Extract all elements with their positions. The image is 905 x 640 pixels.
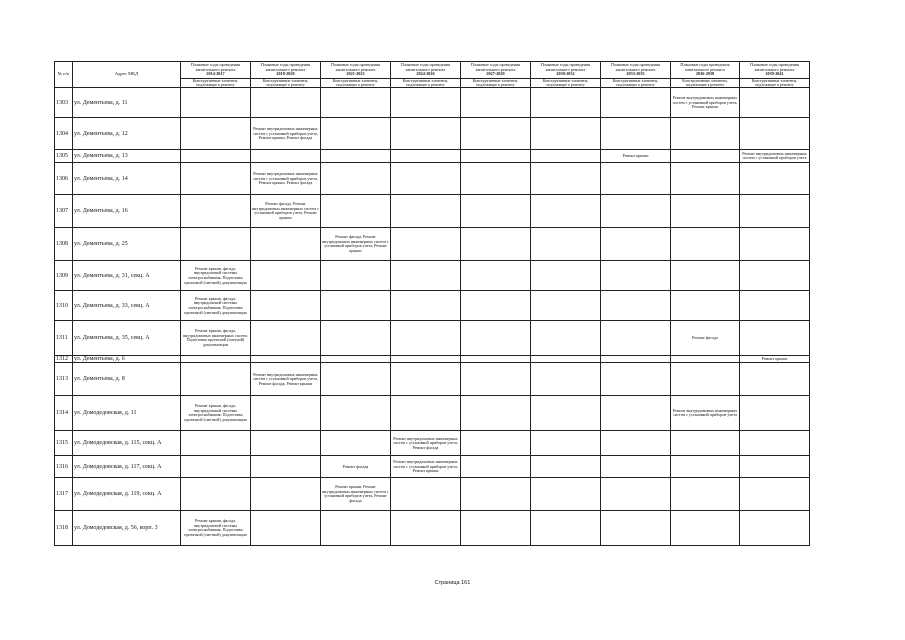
repair-work-cell bbox=[601, 261, 671, 291]
row-address: ул. Дементьева, д. 25 bbox=[73, 228, 181, 261]
period-title: Плановые годы проведения капитального ремонта bbox=[260, 62, 311, 72]
repair-work-cell bbox=[461, 431, 531, 456]
period-title: Плановые годы проведения капитального ремонта bbox=[749, 62, 800, 72]
repair-work-cell bbox=[461, 150, 531, 163]
repair-work-cell bbox=[740, 396, 810, 431]
repair-work-cell: Ремонт внутридомовых инженерных систем с установкой приборов учета, Ремонт крыши, Ремонт фасада bbox=[251, 118, 321, 150]
period-title: Плановые годы проведения капитального ремонта bbox=[330, 62, 381, 72]
period-years: 2018-2020 bbox=[276, 71, 295, 77]
repair-work-cell bbox=[461, 396, 531, 431]
repair-work-cell bbox=[531, 431, 601, 456]
repair-work-cell bbox=[391, 321, 461, 356]
period-years: 2027-2029 bbox=[486, 71, 505, 77]
column-subheader: Конструктивные элементы, подлежащие к ремонту bbox=[461, 79, 531, 88]
repair-work-cell bbox=[601, 356, 671, 363]
row-address: ул. Дементьева, д. 35, секц. А bbox=[73, 321, 181, 356]
repair-work-cell bbox=[251, 431, 321, 456]
repair-work-cell bbox=[461, 363, 531, 396]
repair-work-cell bbox=[601, 478, 671, 511]
repair-work-cell bbox=[671, 118, 740, 150]
repair-work-cell: Ремонт внутридомовых инженерных систем с установкой приборов учета, Ремонт фасада bbox=[391, 431, 461, 456]
repair-work-cell bbox=[601, 456, 671, 478]
repair-work-cell bbox=[531, 478, 601, 511]
row-address: ул. Дементьева, д. 14 bbox=[73, 163, 181, 195]
repair-work-cell bbox=[671, 195, 740, 228]
repair-work-cell bbox=[181, 363, 251, 396]
row-number: 1309 bbox=[55, 261, 73, 291]
repair-work-cell bbox=[601, 321, 671, 356]
repair-work-cell bbox=[601, 291, 671, 321]
repair-work-cell bbox=[740, 261, 810, 291]
repair-work-cell bbox=[740, 431, 810, 456]
table-row bbox=[55, 118, 810, 150]
row-number: 1315 bbox=[55, 431, 73, 456]
repair-work-cell bbox=[671, 163, 740, 195]
repair-work-cell bbox=[740, 363, 810, 396]
repair-work-cell bbox=[671, 356, 740, 363]
repair-work-cell bbox=[391, 478, 461, 511]
column-subheader: Конструктивные элементы, подлежащие к ремонту bbox=[531, 79, 601, 88]
repair-work-cell bbox=[531, 363, 601, 396]
table-row bbox=[55, 431, 810, 456]
repair-work-cell: Ремонт крыши, фасада, внутридомовой системы электроснабжения. Подготовка проектной (сметной) документации bbox=[181, 291, 251, 321]
repair-work-cell bbox=[531, 195, 601, 228]
repair-work-cell bbox=[251, 150, 321, 163]
repair-work-cell bbox=[531, 88, 601, 118]
column-subheader: Конструктивные элементы, подлежащие к ремонту bbox=[740, 79, 810, 88]
repair-work-cell bbox=[181, 456, 251, 478]
repair-work-cell: Ремонт внутридомовых инженерных систем с установкой приборов учета, Ремонт фасада, Ремонт крыши bbox=[251, 363, 321, 396]
repair-work-cell: Ремонт внутридомовых инженерных систем с установкой приборов учета, Ремонт крыши bbox=[671, 88, 740, 118]
repair-work-cell bbox=[740, 88, 810, 118]
repair-work-cell: Ремонт фасада bbox=[671, 321, 740, 356]
repair-work-cell bbox=[391, 163, 461, 195]
repair-work-cell bbox=[251, 88, 321, 118]
repair-work-cell bbox=[531, 456, 601, 478]
repair-work-cell bbox=[321, 511, 391, 546]
repair-work-cell bbox=[391, 511, 461, 546]
repair-work-cell: Ремонт крыши, фасада, внутридомовых инженерных систем. Подготовка проектной (сметной) документации bbox=[181, 321, 251, 356]
repair-work-cell bbox=[671, 456, 740, 478]
repair-work-cell bbox=[461, 261, 531, 291]
repair-work-cell bbox=[181, 431, 251, 456]
repair-work-cell bbox=[740, 478, 810, 511]
repair-work-cell bbox=[531, 163, 601, 195]
repair-work-cell bbox=[391, 261, 461, 291]
column-subheader: Конструктивные элементы, подлежащие к ремонту bbox=[601, 79, 671, 88]
repair-work-cell bbox=[461, 456, 531, 478]
repair-work-cell bbox=[671, 511, 740, 546]
document-sheet bbox=[54, 61, 809, 546]
repair-work-cell bbox=[391, 150, 461, 163]
repair-work-cell bbox=[251, 356, 321, 363]
repair-work-cell: Ремонт крыши bbox=[740, 356, 810, 363]
repair-work-cell bbox=[671, 291, 740, 321]
period-years: 2014-2017 bbox=[206, 71, 225, 77]
repair-work-cell bbox=[601, 88, 671, 118]
repair-work-cell bbox=[321, 88, 391, 118]
repair-work-cell bbox=[740, 163, 810, 195]
repair-work-cell bbox=[251, 291, 321, 321]
row-address: ул. Дементьева, д. 33, секц. А bbox=[73, 291, 181, 321]
repair-work-cell bbox=[671, 431, 740, 456]
repair-work-cell bbox=[321, 261, 391, 291]
period-title: Плановые годы проведения капитального ремонта bbox=[400, 62, 451, 72]
repair-work-cell bbox=[321, 431, 391, 456]
repair-work-cell bbox=[531, 261, 601, 291]
repair-work-cell bbox=[461, 478, 531, 511]
repair-work-cell bbox=[531, 118, 601, 150]
repair-work-cell bbox=[461, 291, 531, 321]
repair-work-cell: Ремонт крыши bbox=[601, 150, 671, 163]
repair-work-cell bbox=[671, 150, 740, 163]
row-address: ул. Дементьева, д. 11 bbox=[73, 88, 181, 118]
repair-work-cell: Ремонт крыши, фасада, внутридомовой системы электроснабжения. Подготовка проектной (сметной) документации bbox=[181, 261, 251, 291]
repair-work-cell bbox=[740, 456, 810, 478]
row-address: ул. Домодедовская, д. 119, секц. А bbox=[73, 478, 181, 511]
repair-work-cell bbox=[531, 396, 601, 431]
repair-work-cell bbox=[601, 163, 671, 195]
repair-work-cell bbox=[740, 118, 810, 150]
column-header-period bbox=[181, 62, 251, 79]
repair-work-cell bbox=[321, 321, 391, 356]
repair-work-cell bbox=[391, 88, 461, 118]
period-years: 2030-2032 bbox=[556, 71, 575, 77]
table-body bbox=[55, 88, 810, 546]
repair-work-cell bbox=[321, 396, 391, 431]
repair-work-cell: Ремонт внутридомовых инженерных систем с установкой приборов учета, Ремонт крыши, Ремонт фасада bbox=[251, 163, 321, 195]
table-row bbox=[55, 163, 810, 195]
column-header-period bbox=[391, 62, 461, 79]
table-row bbox=[55, 363, 810, 396]
table-row bbox=[55, 261, 810, 291]
table-row bbox=[55, 88, 810, 118]
repair-work-cell bbox=[531, 511, 601, 546]
repair-work-cell bbox=[671, 478, 740, 511]
repair-work-cell bbox=[740, 291, 810, 321]
repair-work-cell: Ремонт крыши, фасада, внутридомовой системы электроснабжения. Подготовка проектной (сметной) документации bbox=[181, 511, 251, 546]
period-title: Плановые годы проведения капитального ремонта bbox=[610, 62, 661, 72]
repair-work-cell bbox=[251, 321, 321, 356]
row-address: ул. Дементьева, д. 12 bbox=[73, 118, 181, 150]
column-subheader: Конструктивные элементы, подлежащие к ремонту bbox=[251, 79, 321, 88]
table-row bbox=[55, 195, 810, 228]
repair-work-cell bbox=[321, 291, 391, 321]
repair-work-cell bbox=[461, 228, 531, 261]
row-number: 1306 bbox=[55, 163, 73, 195]
repair-work-cell bbox=[531, 321, 601, 356]
period-title: Плановые годы проведения капитального ремонта bbox=[470, 62, 521, 72]
repair-work-cell bbox=[251, 228, 321, 261]
repair-work-cell bbox=[461, 118, 531, 150]
column-subheader: Конструктивные элементы, подлежащие к ремонту bbox=[321, 79, 391, 88]
repair-work-cell bbox=[601, 511, 671, 546]
repair-work-cell: Ремонт крыши, фасада, внутридомовой системы электроснабжения. Подготовка проектной (сметной) документации bbox=[181, 396, 251, 431]
repair-work-cell bbox=[181, 228, 251, 261]
column-header-address: Адрес МКД bbox=[73, 62, 181, 88]
repair-work-cell bbox=[740, 195, 810, 228]
repair-work-cell bbox=[601, 431, 671, 456]
row-address: ул. Дементьева, д. 8 bbox=[73, 363, 181, 396]
period-years: 2036-2038 bbox=[695, 71, 715, 77]
row-address: ул. Дементьева, д. 16 bbox=[73, 195, 181, 228]
repair-work-cell bbox=[181, 356, 251, 363]
repair-work-cell: Ремонт фасада bbox=[321, 456, 391, 478]
repair-work-cell: Ремонт крыши, Ремонт внутридомовых инженерных систем с установкой приборов учета, Ремонт фасада bbox=[321, 478, 391, 511]
table-header bbox=[55, 62, 810, 88]
row-address: ул. Домодедовская, д. 56, корп. 3 bbox=[73, 511, 181, 546]
repair-work-cell bbox=[391, 195, 461, 228]
repair-work-cell bbox=[391, 356, 461, 363]
repair-work-cell bbox=[391, 396, 461, 431]
row-number: 1314 bbox=[55, 396, 73, 431]
repair-schedule-table bbox=[54, 61, 810, 546]
period-years: 2024-2026 bbox=[416, 71, 435, 77]
repair-work-cell: Ремонт внутридомовых инженерных систем с установкой приборов учета, Ремонт крыши bbox=[391, 456, 461, 478]
repair-work-cell bbox=[181, 195, 251, 228]
row-address: ул. Домодедовская, д. 117, секц. А bbox=[73, 456, 181, 478]
repair-work-cell bbox=[671, 228, 740, 261]
column-subheader: Конструктивные элементы, подлежащие к ремонту bbox=[181, 79, 251, 88]
period-years: 2039-2041 bbox=[765, 71, 784, 77]
repair-work-cell bbox=[321, 163, 391, 195]
repair-work-cell bbox=[251, 511, 321, 546]
repair-work-cell bbox=[461, 195, 531, 228]
repair-work-cell bbox=[531, 228, 601, 261]
table-row bbox=[55, 456, 810, 478]
column-header-number: № п/п bbox=[55, 62, 73, 88]
table-row bbox=[55, 291, 810, 321]
period-title: Плановые годы проведения капитального ремонта bbox=[190, 62, 241, 72]
repair-work-cell bbox=[391, 363, 461, 396]
table-row bbox=[55, 356, 810, 363]
repair-work-cell bbox=[601, 363, 671, 396]
repair-work-cell bbox=[321, 150, 391, 163]
table-row bbox=[55, 150, 810, 163]
repair-work-cell bbox=[251, 478, 321, 511]
repair-work-cell bbox=[601, 396, 671, 431]
row-number: 1312 bbox=[55, 356, 73, 363]
table-row bbox=[55, 478, 810, 511]
repair-work-cell: Ремонт внутридомовых инженерных систем с установкой приборов учета bbox=[671, 396, 740, 431]
row-address: ул. Домодедовская, д. 115, секц. А bbox=[73, 431, 181, 456]
column-header-period bbox=[531, 62, 601, 79]
repair-work-cell bbox=[531, 356, 601, 363]
row-number: 1318 bbox=[55, 511, 73, 546]
row-address: ул. Дементьева, д. 31, секц. А bbox=[73, 261, 181, 291]
repair-work-cell bbox=[601, 195, 671, 228]
repair-work-cell bbox=[321, 356, 391, 363]
row-number: 1305 bbox=[55, 150, 73, 163]
repair-work-cell bbox=[251, 396, 321, 431]
period-years: 2021-2023 bbox=[346, 71, 365, 77]
repair-work-cell bbox=[181, 150, 251, 163]
column-header-period bbox=[321, 62, 391, 79]
repair-work-cell bbox=[391, 228, 461, 261]
column-header-period bbox=[601, 62, 671, 79]
row-number: 1310 bbox=[55, 291, 73, 321]
row-address: ул. Дементьева, д. 6 bbox=[73, 356, 181, 363]
repair-work-cell bbox=[740, 228, 810, 261]
repair-work-cell bbox=[251, 261, 321, 291]
repair-work-cell bbox=[461, 511, 531, 546]
repair-work-cell bbox=[461, 88, 531, 118]
row-number: 1311 bbox=[55, 321, 73, 356]
repair-work-cell bbox=[671, 363, 740, 396]
repair-work-cell bbox=[321, 363, 391, 396]
column-subheader: Конструктивные элементы, подлежащие к ремонту bbox=[391, 79, 461, 88]
repair-work-cell bbox=[740, 511, 810, 546]
repair-work-cell bbox=[461, 356, 531, 363]
repair-work-cell bbox=[321, 195, 391, 228]
repair-work-cell: Ремонт фасада, Ремонт внутридомовых инженерных систем с установкой приборов учета, Ремонт крыши bbox=[251, 195, 321, 228]
row-number: 1303 bbox=[55, 88, 73, 118]
table-row bbox=[55, 396, 810, 431]
repair-work-cell bbox=[601, 118, 671, 150]
column-header-period bbox=[671, 62, 740, 79]
period-title: Плановые годы проведения капитального ремонта bbox=[680, 62, 730, 72]
row-address: ул. Домодедовская, д. 11 bbox=[73, 396, 181, 431]
repair-work-cell bbox=[181, 118, 251, 150]
repair-work-cell bbox=[461, 321, 531, 356]
column-header-period bbox=[251, 62, 321, 79]
repair-work-cell bbox=[740, 321, 810, 356]
repair-work-cell bbox=[181, 88, 251, 118]
page-number: Страница 161 bbox=[434, 580, 471, 586]
row-number: 1313 bbox=[55, 363, 73, 396]
row-number: 1304 bbox=[55, 118, 73, 150]
row-number: 1307 bbox=[55, 195, 73, 228]
repair-work-cell bbox=[181, 478, 251, 511]
period-title: Плановые годы проведения капитального ремонта bbox=[540, 62, 591, 72]
table-row bbox=[55, 511, 810, 546]
row-number: 1317 bbox=[55, 478, 73, 511]
column-subheader: Конструктивные элементы, подлежащие к ремонту bbox=[671, 79, 740, 88]
repair-work-cell bbox=[671, 261, 740, 291]
repair-work-cell bbox=[601, 228, 671, 261]
repair-work-cell bbox=[531, 150, 601, 163]
repair-work-cell bbox=[321, 118, 391, 150]
repair-work-cell bbox=[391, 118, 461, 150]
table-row bbox=[55, 228, 810, 261]
repair-work-cell: Ремонт фасада, Ремонт внутридомовых инженерных систем с установкой приборов учета, Ремонт крыши bbox=[321, 228, 391, 261]
row-number: 1316 bbox=[55, 456, 73, 478]
repair-work-cell bbox=[391, 291, 461, 321]
repair-work-cell bbox=[461, 163, 531, 195]
repair-work-cell bbox=[181, 163, 251, 195]
row-number: 1308 bbox=[55, 228, 73, 261]
table-row bbox=[55, 321, 810, 356]
repair-work-cell bbox=[251, 456, 321, 478]
column-header-period bbox=[461, 62, 531, 79]
repair-work-cell: Ремонт внутридомовых инженерных систем с установкой приборов учета bbox=[740, 150, 810, 163]
column-header-period bbox=[740, 62, 810, 79]
repair-work-cell bbox=[531, 291, 601, 321]
period-years: 2033-2035 bbox=[626, 71, 645, 77]
row-address: ул. Дементьева, д. 13 bbox=[73, 150, 181, 163]
